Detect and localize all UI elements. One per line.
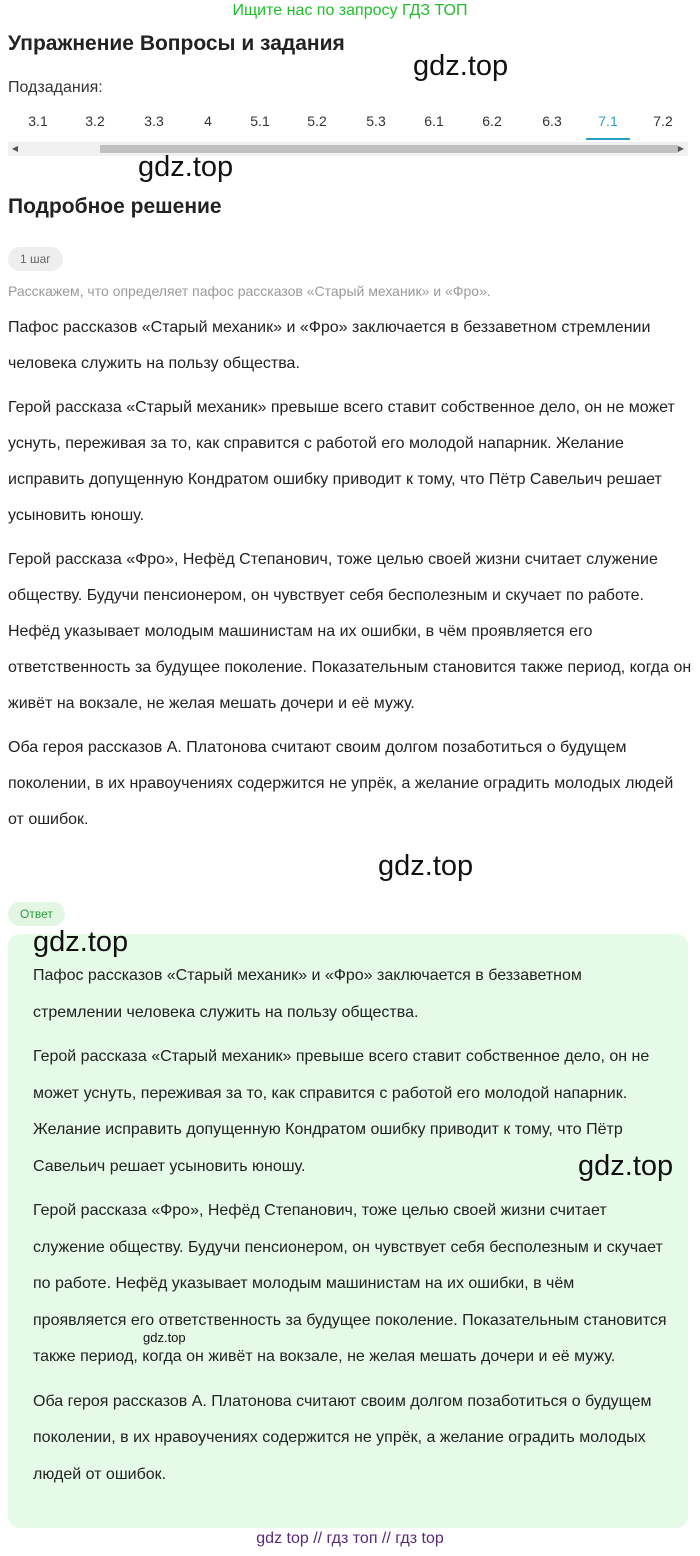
solution-paragraph: Оба героя рассказов А. Платонова считают своим долгом позаботиться о будущем поколении, в их нравоучениях содержится не упрёк, а желание оградить молодых людей от ошибок.: [8, 739, 674, 828]
answer-paragraph: Пафос рассказов «Старый механик» и «Фро» заключается в беззаветном стремлении человека служить на пользу общества.: [33, 967, 582, 1021]
tab-3-2[interactable]: 3.2: [85, 113, 105, 129]
tab-3-3[interactable]: 3.3: [144, 113, 164, 129]
step-hint: Расскажем, что определяет пафос рассказов «Старый механик» и «Фро».: [8, 283, 491, 299]
answer-badge: Ответ: [8, 902, 65, 926]
answer-paragraph: Герой рассказа «Фро», Нефёд Степанович, тоже целью своей жизни считает служение обществу. Будучи пенсионером, он чувствует себя бесполезным и скучает по работе. Нефёд указывает молодым машинистам на их ошибки, в чём проявляется его ответственность за будущее поколение. Показательным становится также период, когда он живёт на вокзале, не желая мешать дочери и её мужу.: [33, 1202, 667, 1365]
tab-5-1[interactable]: 5.1: [250, 113, 270, 129]
subtasks-label: Подзадания:: [8, 79, 103, 96]
answer-box: [8, 934, 688, 1528]
subtask-tabs: [8, 110, 692, 142]
tab-6-1[interactable]: 6.1: [424, 113, 444, 129]
tab-7-1[interactable]: 7.1: [584, 110, 632, 142]
tab-5-3[interactable]: 5.3: [366, 113, 386, 129]
tab-6-3[interactable]: 6.3: [542, 113, 562, 129]
solution-paragraph: Герой рассказа «Старый механик» превыше всего ставит собственное дело, он не может уснуть, переживая за то, как справится с работой его молодой напарник. Желание исправить допущенную Кондратом ошибку приводит к тому, что Пётр Савельич решает усыновить юношу.: [8, 399, 675, 524]
watermark-small: gdz.top: [143, 1330, 186, 1345]
solution-paragraph: Герой рассказа «Фро», Нефёд Степанович, тоже целью своей жизни считает служение обществу. Будучи пенсионером, он чувствует себя бесполезным и скучает по работе. Нефёд указывает молодым машинистам на их ошибки, в чём проявляется его ответственность за будущее поколение. Показательным становится также период, когда он живёт на вокзале, не желая мешать дочери и её мужу.: [8, 551, 692, 712]
watermark: gdz.top: [378, 850, 474, 882]
tab-5-2[interactable]: 5.2: [307, 113, 327, 129]
tabs-scrollbar[interactable]: [8, 142, 688, 156]
tab-6-2[interactable]: 6.2: [482, 113, 502, 129]
watermark: gdz.top: [33, 926, 129, 958]
answer-paragraph: Герой рассказа «Старый механик» превыше всего ставит собственное дело, он не может уснуть, переживая за то, как справится с работой его молодой напарник. Желание исправить допущенную Кондратом ошибку приводит к тому, что Пётр Савельич решает усыновить юношу.: [33, 1048, 650, 1175]
tab-7-2[interactable]: 7.2: [653, 113, 673, 129]
exercise-title: Упражнение Вопросы и задания: [8, 32, 345, 55]
footer-links[interactable]: gdz top // гдз топ // гдз top: [256, 1530, 444, 1547]
watermark: gdz.top: [413, 50, 509, 82]
step-badge: 1 шаг: [8, 247, 63, 271]
solution-title: Подробное решение: [8, 195, 222, 218]
watermark: gdz.top: [578, 1150, 674, 1182]
tab-4[interactable]: 4: [204, 113, 212, 129]
solution-text: [8, 310, 692, 846]
tab-3-1[interactable]: 3.1: [28, 113, 48, 129]
solution-paragraph: Пафос рассказов «Старый механик» и «Фро» заключается в беззаветном стремлении человека служить на пользу общества.: [8, 319, 651, 372]
scroll-right-arrow-icon[interactable]: ▶: [677, 144, 685, 153]
answer-paragraph: Оба героя рассказов А. Платонова считают своим долгом позаботиться о будущем поколении, в их нравоучениях содержится не упрёк, а желание оградить молодых людей от ошибок.: [33, 1392, 652, 1483]
search-banner[interactable]: Ищите нас по запросу ГДЗ ТОП: [232, 2, 468, 19]
scroll-left-arrow-icon[interactable]: ◀: [11, 144, 19, 153]
watermark: gdz.top: [138, 151, 234, 183]
